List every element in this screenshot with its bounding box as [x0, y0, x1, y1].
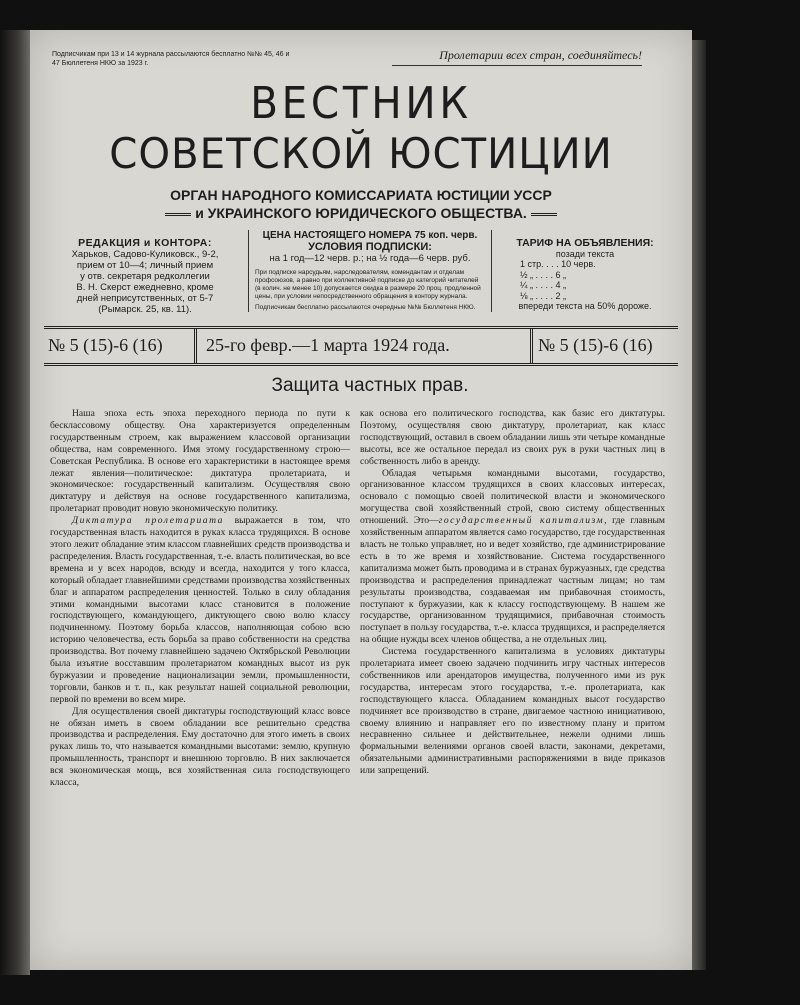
article-paragraph: как основа его политического господства, как базис его диктатуры. Поэтому, осуществляя свою диктатуру, пролетариат, как класс господствующий, оставил в своем обладании лишь эти четыре командные высоты, все же остальное передал из своих рук в руки частных лиц в собственность либо в аренду. — [360, 408, 665, 467]
tariff-row: ½ „ . . . . 6 „ — [520, 269, 567, 280]
editorial-line: дней неприсутственных, от 5-7 — [76, 293, 214, 304]
issue-bar-divider — [530, 329, 533, 363]
issue-number-left: № 5 (15)-6 (16) — [48, 335, 163, 355]
paragraph-text: , где главным хозяйственным аппаратом является само государство, где государственная власть не только управляет, но и ведет хозяйство, где администрирование есть в то же время и хозяйствование. Система государственного капитализма может быть проводима и в странах буржуазных, где средства производства и распределения принадлежат частным лицам; но там результаты производства, создаваемая им прибавочная стоимость, поступают к буржуазии, как к классу господствующему. В нашем же государстве, организованном трудящимися, прибавочная стоимость поступает в пользу государства, т.-е. класса трудящихся, и распределяется на общие нужды всех членов общества, а не отдельных лиц. — [360, 515, 665, 646]
newspaper-page — [30, 30, 692, 970]
article-title: Защита частных прав. — [271, 375, 469, 396]
organ-line-2-wrap — [30, 204, 692, 222]
editorial-line: (Рымарск. 25, кв. 11). — [98, 304, 192, 315]
masthead-line-2: СОВЕТСКОЙ ЮСТИЦИИ — [109, 129, 613, 178]
editorial-line: у отв. секретаря редколлегии — [80, 271, 210, 282]
double-rule-right — [531, 213, 557, 216]
paragraph-text: Обладая четырьмя командными высотами, государство, организованное классом трудящихся в своих классовых интересах, основало с помощью своей политической власти и экономического могущества свой хозяйственный строй, свою систему общественных отношений. Это— — [360, 467, 665, 527]
organ-line-2: и УКРАИНСКОГО ЮРИДИЧЕСКОГО ОБЩЕСТВА. — [195, 205, 527, 221]
article-paragraph — [360, 468, 665, 647]
issue-price: ЦЕНА НАСТОЯЩЕГО НОМЕРА 75 коп. черв. — [262, 230, 478, 241]
article-paragraph: Для осуществления своей диктатуры господствующий класс вовсе не обязан иметь в своем обладании все решительно средства производства и распределения. Ему достаточно для этого иметь в своих руках лишь то, что называется командными высотами: землю, крупную промышленность, транспорт и внешнюю торговлю. В них заключается вся экономическая мощь, вся хозяйственная сила господствующего класса, — [50, 705, 350, 789]
subscription-free-note: Подписчикам бесплатно рассылаются очередные №№ Бюллетеня НКЮ. — [255, 304, 476, 311]
issue-bar-divider — [194, 329, 197, 363]
tariff-row: ⅛ „ . . . . 2 „ — [520, 290, 567, 301]
ad-tariff-box — [490, 238, 680, 312]
issue-bar — [44, 326, 678, 366]
slogan: Пролетарии всех стран, соединяйтесь! — [392, 48, 642, 66]
subscription-terms: на 1 год—12 черв. р.; на ½ года—6 черв. руб. — [269, 253, 471, 264]
scanned-page-right-edge — [692, 40, 706, 970]
tariff-row: ¼ „ . . . . 4 „ — [520, 280, 567, 290]
article-column-1 — [50, 408, 350, 789]
emphasis-text: государственный капитализм — [438, 515, 605, 527]
subscription-box — [248, 230, 492, 312]
tariff-subheading: позади текста — [555, 248, 615, 259]
tariff-note: впереди текста на 50% дороже. — [518, 301, 652, 311]
editorial-line: В. Н. Скерст ежедневно, кроме — [76, 282, 214, 293]
paragraph-text: выражается в том, что государственная власть находится в руках класса трудящихся. В основе этого лежит обладание этим классом главнейших средств производства и распределения. Власть государственная, т.-е. власть политическая, во все времена и у всех народов, всюду и всегда, находится у того класса, который обладает главнейшими средствами производства хозяйственных благ и аппаратом распределения ценностей. Только в силу обладания этими командными высотами класс становится в положение господствующего, командующего, диктующего свою волю классу подчиненному. Поэтому борьба классов, наполняющая собою всю историю человечества, есть борьба за право собственности на средства производства. Вот почему главнейшею задачею Октябрьской Революции была изъятие восставшим пролетариатом командных высот из рук буржуазии и проведение национализации земли, промышленности, торговли, банков и т. п., как результат нашей социальной революции, первой по времени во всем мире. — [50, 515, 350, 705]
tariff-heading: ТАРИФ НА ОБЪЯВЛЕНИЯ: — [516, 237, 654, 249]
article-paragraph: Наша эпоха есть эпоха переходного периода по пути к бесклассовому обществу. Она характеризуется определенным государственным строем, как выражением классовой организации общества, нам современного. Имя этому государственному строю—Советская Республика. В основе его характеристики в настоящее время лежат явления—политическое: диктатура пролетариата, и экономическое: государственный капитализм. Осуществляя свою диктатуру и действуя на основе государственного капитализма, пролетариат проводит новую экономическую политику. — [50, 408, 350, 515]
article-column-2 — [360, 408, 665, 777]
organ-line-1: ОРГАН НАРОДНОГО КОМИССАРИАТА ЮСТИЦИИ УССР — [170, 187, 552, 203]
subscription-heading: УСЛОВИЯ ПОДПИСКИ: — [308, 241, 432, 253]
double-rule-left — [165, 213, 191, 216]
emphasis-text: Диктатура пролетариата — [72, 515, 224, 527]
issue-number-right: № 5 (15)-6 (16) — [538, 335, 653, 355]
organ-subtitle — [30, 186, 692, 222]
subscriber-notice: Подписчикам при 13 и 14 журнала рассылаются бесплатно №№ 45, 46 и 47 Бюллетеня НКЮ за 1923 г. — [52, 51, 290, 67]
tariff-row: 1 стр. . . . 10 черв. — [520, 259, 596, 269]
editorial-heading: РЕДАКЦИЯ и КОНТОРА: — [78, 237, 212, 249]
editorial-line: Харьков, Садово-Куликовск., 9-2, — [71, 249, 219, 260]
subscription-small-print: При подписке нарсудьям, нарследователям, комендантам и отделам профсоюзов, а равно при коллективной подписке до категорий читателей (в колич. не менее 10) допускается скидка в размере 20 проц. продленной цены, при условии непосредственного обращения в контору журнала. — [255, 269, 481, 300]
editorial-office-box — [50, 238, 240, 315]
issue-date: 25-го февр.—1 марта 1924 года. — [206, 335, 450, 355]
scanned-page-left-edge — [0, 30, 30, 975]
article-paragraph — [50, 515, 350, 706]
masthead-line-1: ВЕСТНИК — [250, 78, 472, 129]
article-paragraph: Система государственного капитализма в условиях диктатуры пролетариата имеет своею задачею подчинить игру частных интересов собственников или арендаторов имущества, полученного ими из рук государства, интересам этого государства, т.-е. пролетариата, как господствующего класса. Обладанием командных высот государство подчиняет все производство в стране, двигаемое частною инициативою, своему влиянию и направляет его по известному плану и притом несравненно сильнее и действительнее, нежели одними лишь формальными велениями органов своей власти, законами, декретами, обязательными административными распоряжениями в виде приказов или запрещений. — [360, 646, 665, 777]
editorial-line: прием от 10—4; личный прием — [76, 260, 214, 271]
